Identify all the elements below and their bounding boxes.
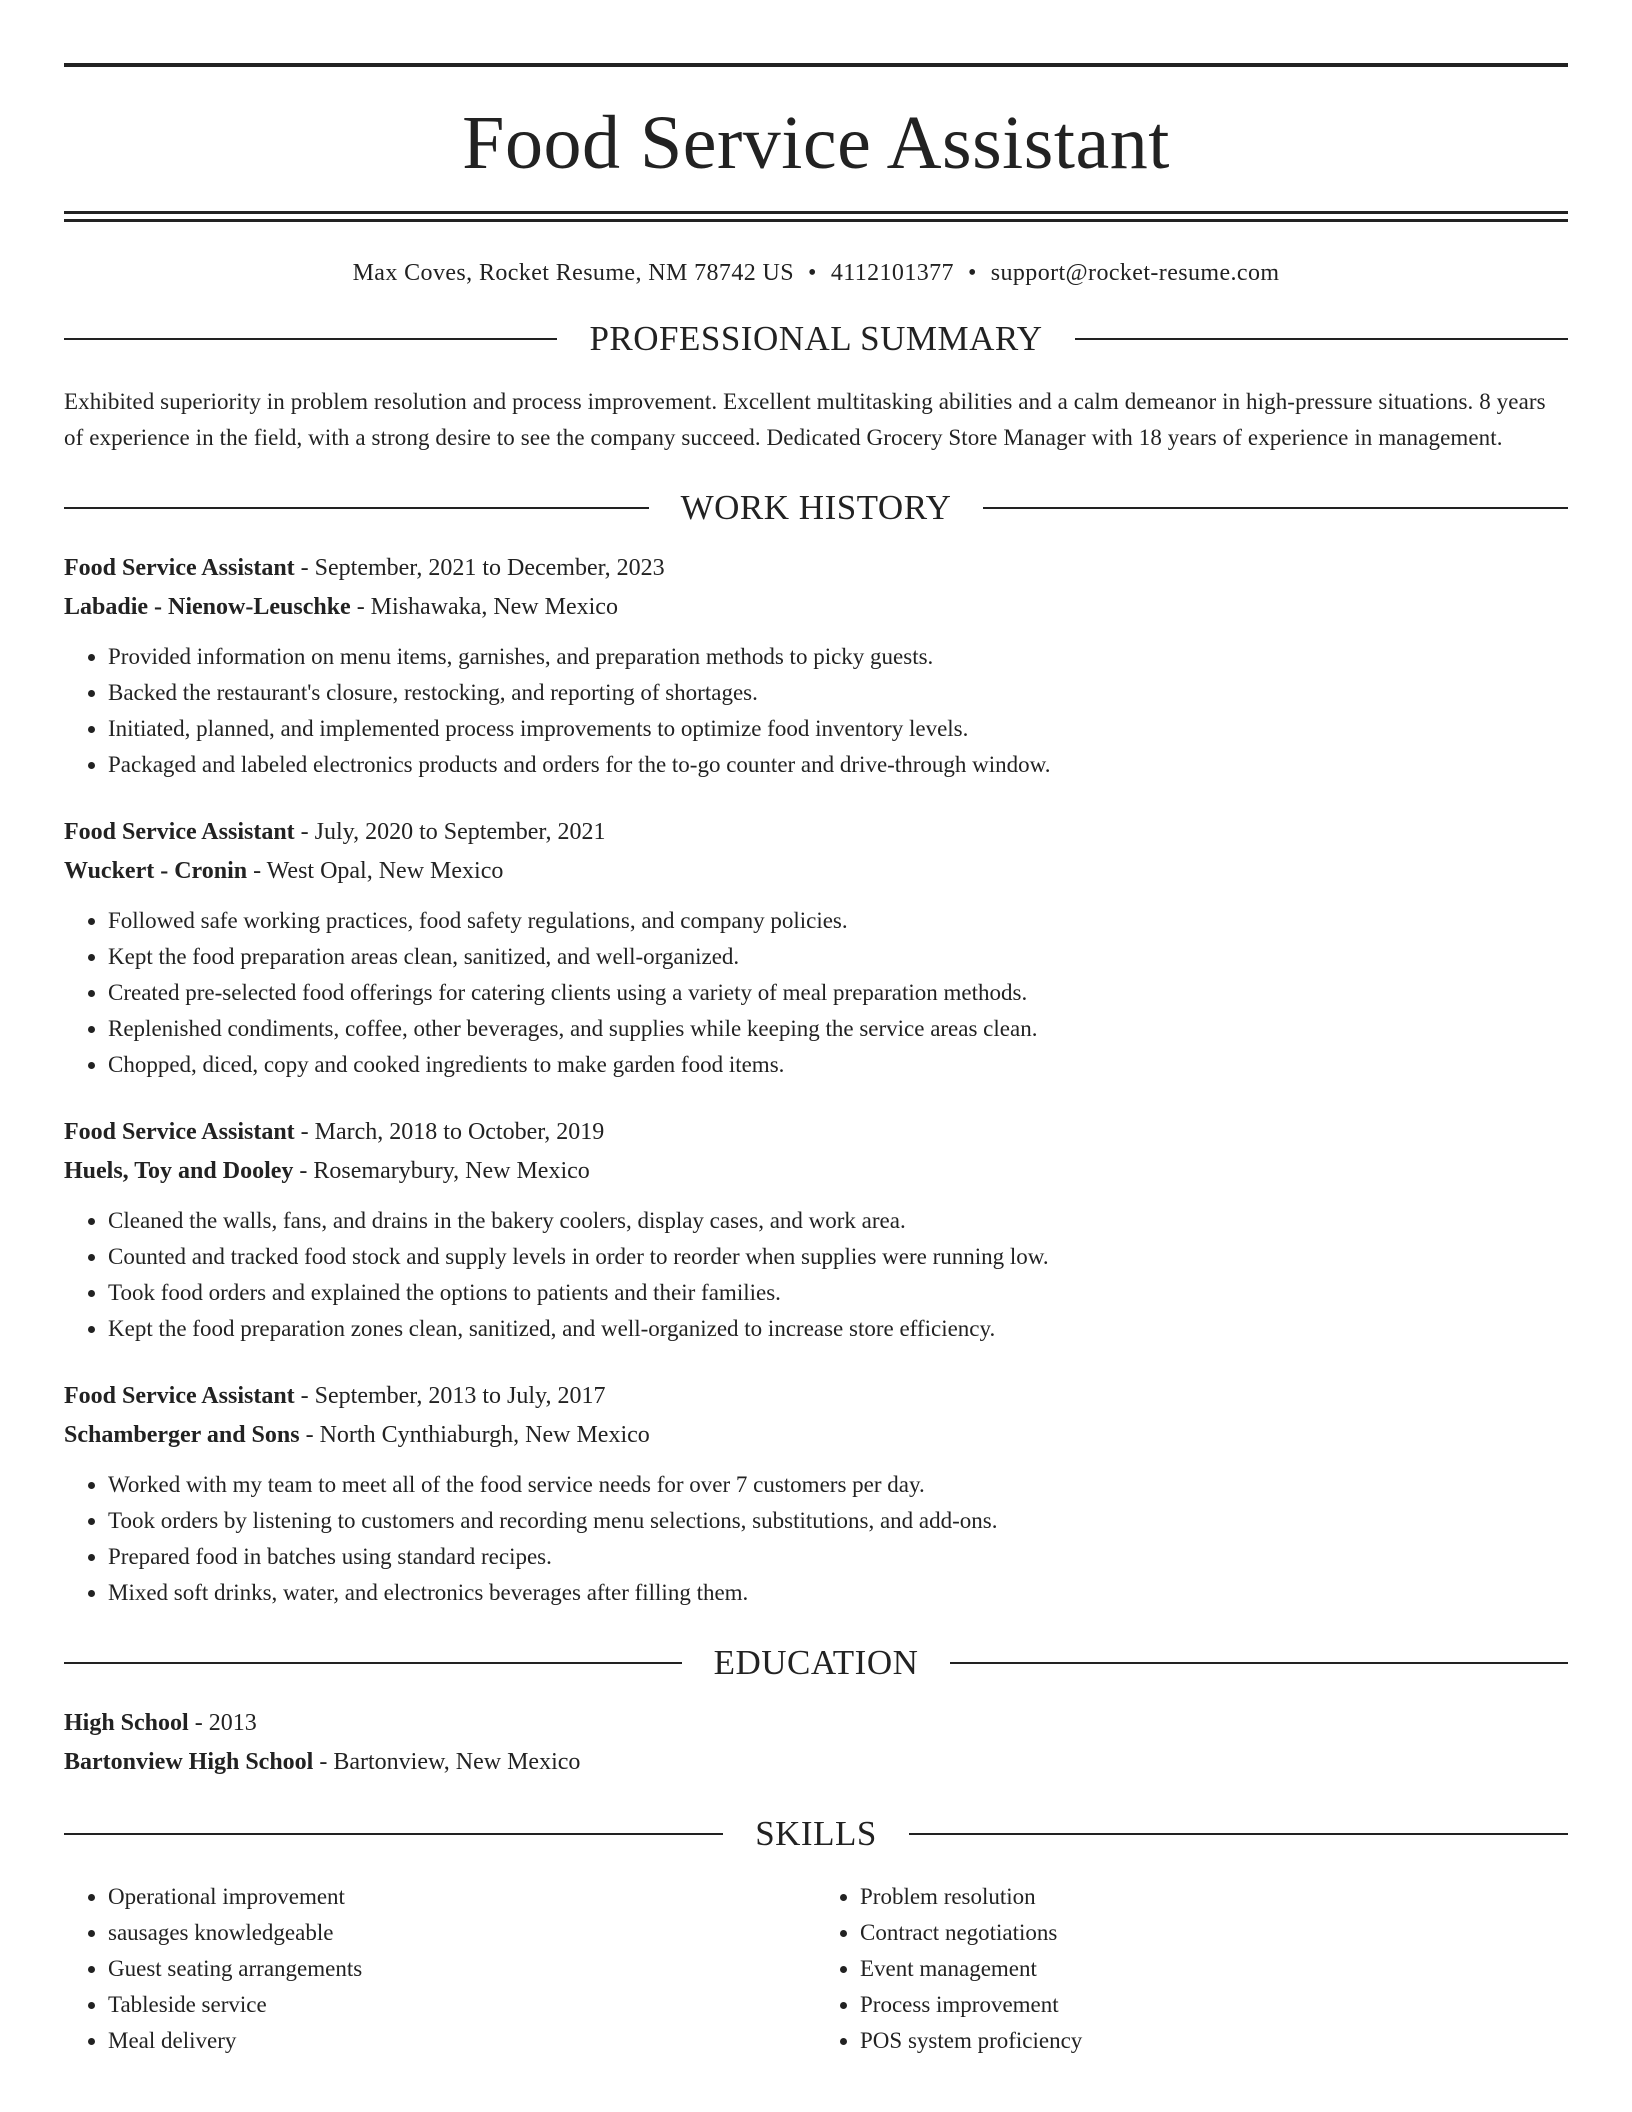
job-location: - Rosemarybury, New Mexico [293, 1158, 590, 1184]
job-entry [64, 549, 1568, 783]
section-header-work [64, 490, 1568, 525]
section-title: PROFESSIONAL SUMMARY [589, 319, 1043, 358]
job-title: Food Service Assistant [64, 1119, 295, 1145]
education-school: Bartonview High School [64, 1749, 314, 1775]
divider [1075, 338, 1568, 340]
job-company-line [64, 852, 1568, 891]
job-dates: - March, 2018 to October, 2019 [294, 1119, 605, 1145]
education-degree: High School [64, 1710, 189, 1736]
education-school-line [64, 1743, 1568, 1782]
job-bullets [64, 1203, 1568, 1347]
job-title-line [64, 1113, 1568, 1152]
page-title: Food Service Assistant [462, 101, 1170, 185]
list-item: • POS system proficiency [860, 2023, 1568, 2059]
contact-line [64, 260, 1568, 287]
job-dates: - September, 2021 to December, 2023 [294, 555, 665, 581]
divider [64, 507, 649, 509]
job-entry [64, 1377, 1568, 1611]
section-header-summary [64, 321, 1568, 356]
list-item: • Provided information on menu items, garnishes, and preparation methods to picky guests. [108, 639, 1568, 675]
job-dates: - July, 2020 to September, 2021 [294, 819, 606, 845]
divider [64, 1833, 723, 1835]
title-double-rule [64, 211, 1568, 222]
list-item: • Cleaned the walls, fans, and drains in the bakery coolers, display cases, and work area. [108, 1203, 1568, 1239]
job-company: Labadie - Nienow-Leuschke [64, 594, 351, 620]
education-location: - Bartonview, New Mexico [313, 1749, 581, 1775]
job-location: - Mishawaka, New Mexico [350, 594, 618, 620]
section-title: EDUCATION [713, 1643, 919, 1682]
job-title: Food Service Assistant [64, 1383, 295, 1409]
top-rule [64, 63, 1568, 67]
list-item: • Worked with my team to meet all of the food service needs for over 7 customers per day. [108, 1467, 1568, 1503]
job-company: Huels, Toy and Dooley [64, 1158, 294, 1184]
job-title: Food Service Assistant [64, 555, 295, 581]
skills-column-right [816, 1879, 1568, 2059]
list-item: • Mixed soft drinks, water, and electronics beverages after filling them. [108, 1575, 1568, 1611]
list-item: • Counted and tracked food stock and supply levels in order to reorder when supplies were running low. [108, 1239, 1568, 1275]
job-title-line [64, 813, 1568, 852]
list-item: • Chopped, diced, copy and cooked ingredients to make garden food items. [108, 1047, 1568, 1083]
list-item: • Replenished condiments, coffee, other beverages, and supplies while keeping the service areas clean. [108, 1011, 1568, 1047]
job-location: - North Cynthiaburgh, New Mexico [299, 1422, 650, 1448]
divider [909, 1833, 1568, 1835]
divider [983, 507, 1568, 509]
list-item: • Created pre-selected food offerings for catering clients using a variety of meal preparation methods. [108, 975, 1568, 1011]
job-entry [64, 1113, 1568, 1347]
job-title: Food Service Assistant [64, 819, 295, 845]
contact-email: support@rocket-resume.com [990, 260, 1280, 286]
skills-column-left [64, 1879, 816, 2059]
job-entry [64, 813, 1568, 1083]
section-title: SKILLS [755, 1814, 877, 1853]
job-location: - West Opal, New Mexico [247, 858, 504, 884]
education-year: - 2013 [188, 1710, 257, 1736]
list-item: • Guest seating arrangements [108, 1951, 816, 1987]
list-item: • Kept the food preparation areas clean, sanitized, and well-organized. [108, 939, 1568, 975]
section-title: WORK HISTORY [680, 488, 952, 527]
divider [950, 1662, 1568, 1664]
job-company: Wuckert - Cronin [64, 858, 248, 884]
list-item: • Packaged and labeled electronics products and orders for the to-go counter and drive-through window. [108, 747, 1568, 783]
list-item: • Initiated, planned, and implemented process improvements to optimize food inventory levels. [108, 711, 1568, 747]
job-company: Schamberger and Sons [64, 1422, 300, 1448]
list-item: • Operational improvement [108, 1879, 816, 1915]
skills-list [64, 1879, 1568, 2059]
job-company-line [64, 588, 1568, 627]
summary-text: Exhibited superiority in problem resolution and process improvement. Excellent multitasking abilities and a calm demeanor in high-pressure situations. 8 years of experience in the field, with a strong desire to see the company succeed. Dedicated Grocery Store Manager with 18 years of experience in management. [64, 389, 1546, 450]
list-item: • Kept the food preparation zones clean, sanitized, and well-organized to increase store efficiency. [108, 1311, 1568, 1347]
job-bullets [64, 903, 1568, 1083]
section-header-skills [64, 1816, 1568, 1851]
education-entry [64, 1704, 1568, 1782]
divider [64, 1662, 682, 1664]
list-item: • Backed the restaurant's closure, restocking, and reporting of shortages. [108, 675, 1568, 711]
section-header-education [64, 1645, 1568, 1680]
list-item: • Problem resolution [860, 1879, 1568, 1915]
job-company-line [64, 1152, 1568, 1191]
education-degree-line [64, 1704, 1568, 1743]
list-item: • Event management [860, 1951, 1568, 1987]
job-dates: - September, 2013 to July, 2017 [294, 1383, 606, 1409]
contact-phone: 4112101377 [830, 260, 954, 286]
job-bullets [64, 639, 1568, 783]
job-bullets [64, 1467, 1568, 1611]
contact-separator: • [808, 260, 817, 286]
list-item: • Tableside service [108, 1987, 816, 2023]
list-item: • Took food orders and explained the options to patients and their families. [108, 1275, 1568, 1311]
list-item: • Meal delivery [108, 2023, 816, 2059]
list-item: • sausages knowledgeable [108, 1915, 816, 1951]
job-company-line [64, 1416, 1568, 1455]
job-title-line [64, 549, 1568, 588]
list-item: • Process improvement [860, 1987, 1568, 2023]
divider [64, 338, 557, 340]
contact-separator: • [967, 260, 977, 286]
list-item: • Prepared food in batches using standard recipes. [108, 1539, 1568, 1575]
job-title-line [64, 1377, 1568, 1416]
list-item: • Took orders by listening to customers and recording menu selections, substitutions, and add-ons. [108, 1503, 1568, 1539]
list-item: • Followed safe working practices, food safety regulations, and company policies. [108, 903, 1568, 939]
list-item: • Contract negotiations [860, 1915, 1568, 1951]
contact-address: Max Coves, Rocket Resume, NM 78742 US [352, 260, 795, 286]
